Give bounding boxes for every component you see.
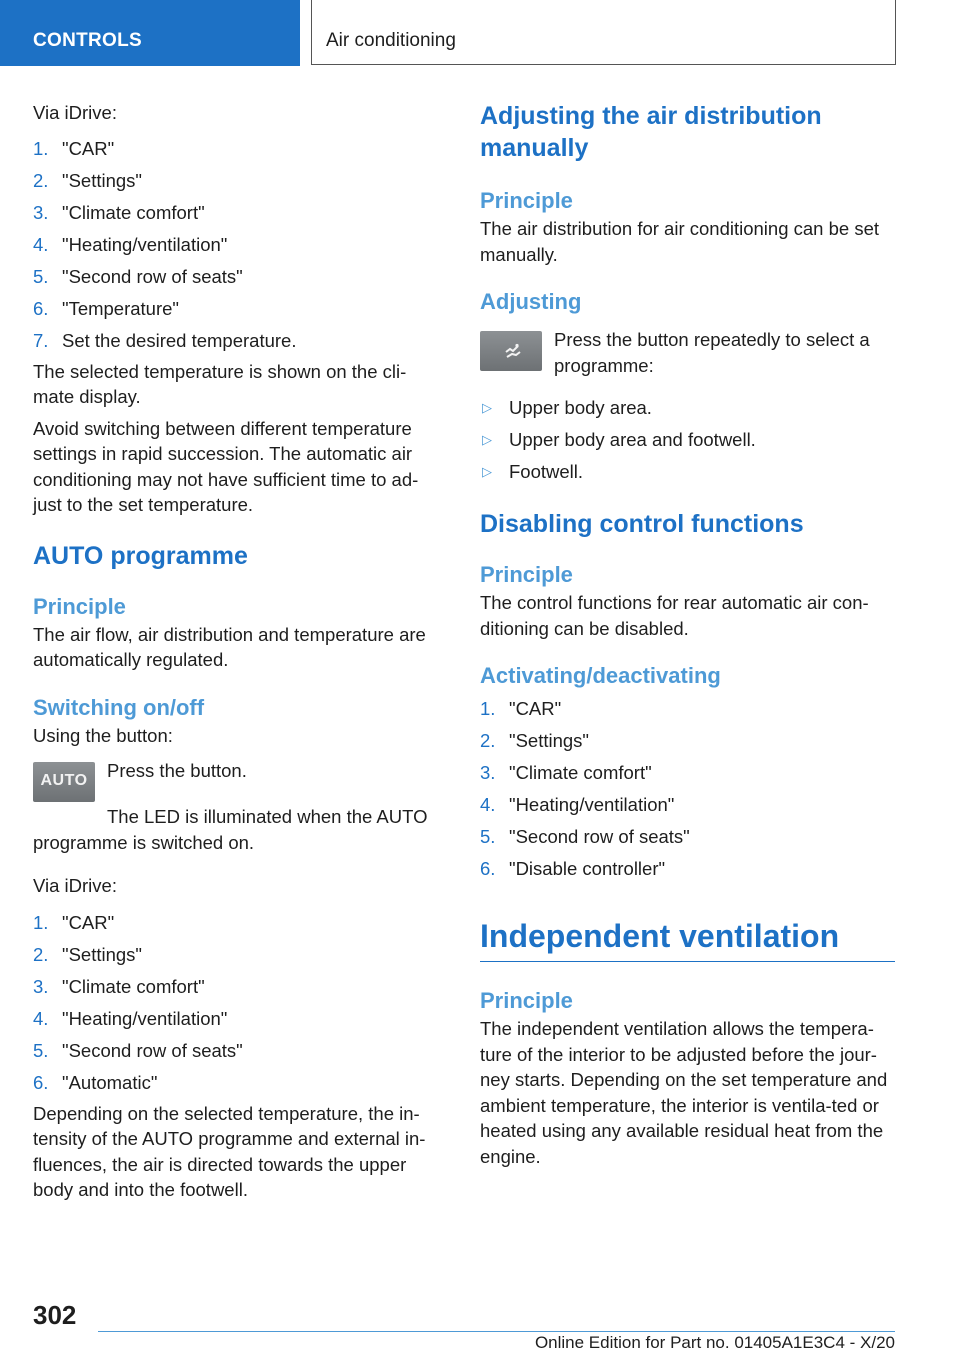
paragraph: Avoid switching between different temperature settings in rapid succession. The automatic air conditioning may not have sufficient time to ad-just to the set temperature. xyxy=(33,417,419,515)
paragraph: Press the button. xyxy=(107,760,247,781)
list-item: 2. "Settings" xyxy=(33,169,142,191)
heading-principle: Principle xyxy=(480,988,573,1013)
heading-principle: Principle xyxy=(480,562,573,587)
heading-independent-ventilation: Independent ventilation xyxy=(480,918,840,954)
air-distribution-icon xyxy=(480,331,542,371)
list-item: 3. "Climate comfort" xyxy=(480,762,652,783)
list-item: 4. "Heating/ventilation" xyxy=(33,1007,228,1029)
heading-disable-controls: Disabling control functions xyxy=(480,510,804,538)
triangle-bullet-icon: ▷ xyxy=(482,464,492,479)
heading-auto-programme: AUTO programme xyxy=(33,541,248,570)
list-item: 5. "Second row of seats" xyxy=(33,265,243,287)
list-item: 2. "Settings" xyxy=(33,943,142,965)
auto-button-icon: AUTO xyxy=(33,762,95,802)
list-item: 4. "Heating/ventilation" xyxy=(33,233,228,255)
list-item: 6. "Automatic" xyxy=(33,1071,158,1093)
list-item: 1. "CAR" xyxy=(33,911,115,933)
disable-steps xyxy=(480,693,895,885)
list-item: 5. "Second row of seats" xyxy=(480,826,690,847)
list-item: ▷ Upper body area and footwell. xyxy=(480,424,895,456)
list-item: 1. "CAR" xyxy=(480,698,562,719)
paragraph: Depending on the selected temperature, the in-tensity of the AUTO programme and external in-fluences, the air is directed towards the upper body and into the footwell. xyxy=(33,1102,426,1200)
list-item: ▷ Footwell. xyxy=(480,456,895,488)
paragraph: The air distribution for air conditioning can be set manually. xyxy=(480,218,879,265)
auto-button-row xyxy=(33,758,445,798)
page-number: 302 xyxy=(33,1300,77,1330)
via-idrive-label: Via iDrive: xyxy=(33,102,117,123)
list-item: 5. "Second row of seats" xyxy=(33,1039,243,1061)
auto-steps xyxy=(33,907,445,1099)
section-title: CONTROLS xyxy=(33,30,143,51)
paragraph: The control functions for rear automatic air con-ditioning can be disabled. xyxy=(480,592,869,639)
list-item: 6. "Disable controller" xyxy=(480,858,666,879)
edition-text: Online Edition for Part no. 01405A1E3C4 - X/20 xyxy=(534,1333,895,1352)
heading-principle: Principle xyxy=(33,593,126,619)
distribution-button-row xyxy=(480,327,895,378)
triangle-bullet-icon: ▷ xyxy=(482,400,492,415)
list-item: 2. "Settings" xyxy=(480,730,589,751)
paragraph: Using the button: xyxy=(33,724,173,746)
heading-rule xyxy=(480,961,895,962)
temperature-steps xyxy=(33,133,445,357)
heading-adjust-distribution: Adjusting the air distribution manually xyxy=(480,102,822,162)
right-column xyxy=(480,100,895,1169)
triangle-bullet-icon: ▷ xyxy=(482,432,492,447)
paragraph: The LED is illuminated when the AUTO programme is switched on. xyxy=(33,806,428,853)
list-item: 3. "Climate comfort" xyxy=(33,975,205,997)
heading-activating: Activating/deactivating xyxy=(480,663,721,688)
paragraph: The air flow, air distribution and temperature are automatically regulated. xyxy=(33,623,426,670)
list-item: 1. "CAR" xyxy=(33,137,115,159)
list-item: 6. "Temperature" xyxy=(33,297,179,319)
left-column xyxy=(33,100,445,1203)
list-item: 7. Set the desired temperature. xyxy=(33,329,297,351)
paragraph: The selected temperature is shown on the cli-mate display. xyxy=(33,360,407,407)
heading-switching: Switching on/off xyxy=(33,694,205,720)
list-item: 4. "Heating/ventilation" xyxy=(480,794,675,815)
page-header xyxy=(0,0,960,66)
list-item: ▷ Upper body area. xyxy=(480,392,895,424)
topic-tab xyxy=(311,0,896,65)
list-item: 3. "Climate comfort" xyxy=(33,201,205,223)
heading-adjusting: Adjusting xyxy=(480,289,582,314)
heading-principle: Principle xyxy=(480,188,573,213)
topic-title: Air conditioning xyxy=(326,30,456,51)
footer-rule xyxy=(98,1331,895,1332)
paragraph: The independent ventilation allows the tempera-ture of the interior to be adjusted before the jour-ney starts. Depending on the set temperature and ambient temperature, the interior is ventila-ted or heated using any available residual heat from the engine. xyxy=(480,1018,888,1167)
via-idrive-label: Via iDrive: xyxy=(33,875,117,896)
distribution-options xyxy=(480,392,895,488)
section-tab xyxy=(0,0,300,66)
paragraph: Press the button repeatedly to select a programme: xyxy=(554,329,870,376)
